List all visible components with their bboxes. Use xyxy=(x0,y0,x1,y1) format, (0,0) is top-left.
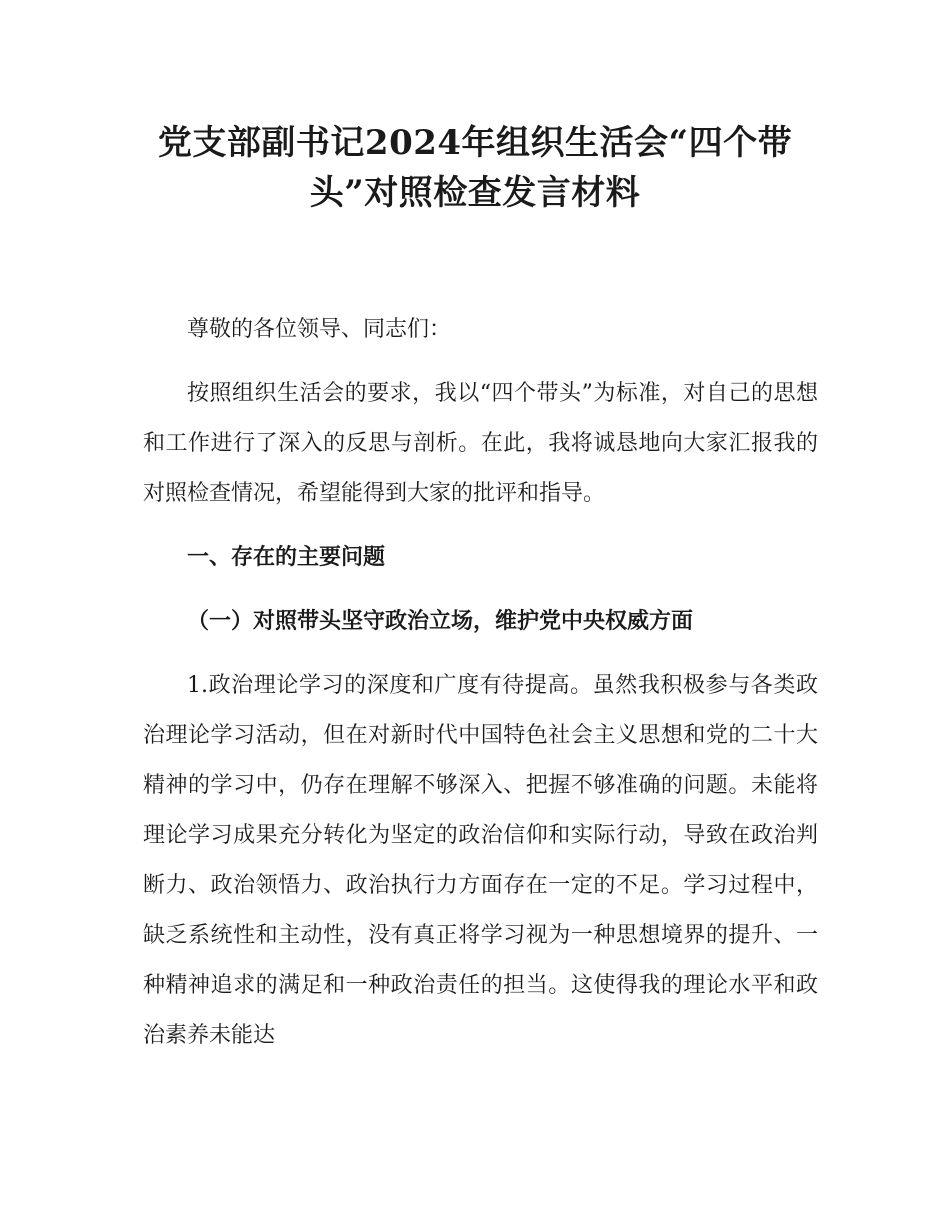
subsection-heading-1: （一）对照带头坚守政治立场，维护党中央权威方面 xyxy=(187,609,694,634)
document-title xyxy=(140,118,810,218)
salutation: 尊敬的各位领导、同志们： xyxy=(187,317,452,342)
document-body xyxy=(143,305,818,1061)
title-line-2: 头”对照检查发言材料 xyxy=(309,173,641,213)
section-heading-1: 一、存在的主要问题 xyxy=(187,545,386,570)
intro-paragraph: 按照组织生活会的要求，我以“四个带头”为标准，对自己的思想和工作进行了深入的反思与剖析。在此，我将诚恳地向大家汇报我的对照检查情况，希望能得到大家的批评和指导。 xyxy=(143,381,818,506)
title-line-1: 党支部副书记2024年组织生活会“四个带 xyxy=(157,123,793,163)
item-paragraph-1: 1.政治理论学习的深度和广度有待提高。虽然我积极参与各类政治理论学习活动，但在对新时代中国特色社会主义思想和党的二十大精神的学习中，仍存在理解不够深入、把握不够准确的问题。未能将理论学习成果充分转化为坚定的政治信仰和实际行动，导致在政治判断力、政治领悟力、政治执行力方面存在一定的不足。学习过程中，缺乏系统性和主动性，没有真正将学习视为一种思想境界的提升、一种精神追求的满足和一种政治责任的担当。这使得我的理论水平和政治素养未能达 xyxy=(143,673,818,1048)
